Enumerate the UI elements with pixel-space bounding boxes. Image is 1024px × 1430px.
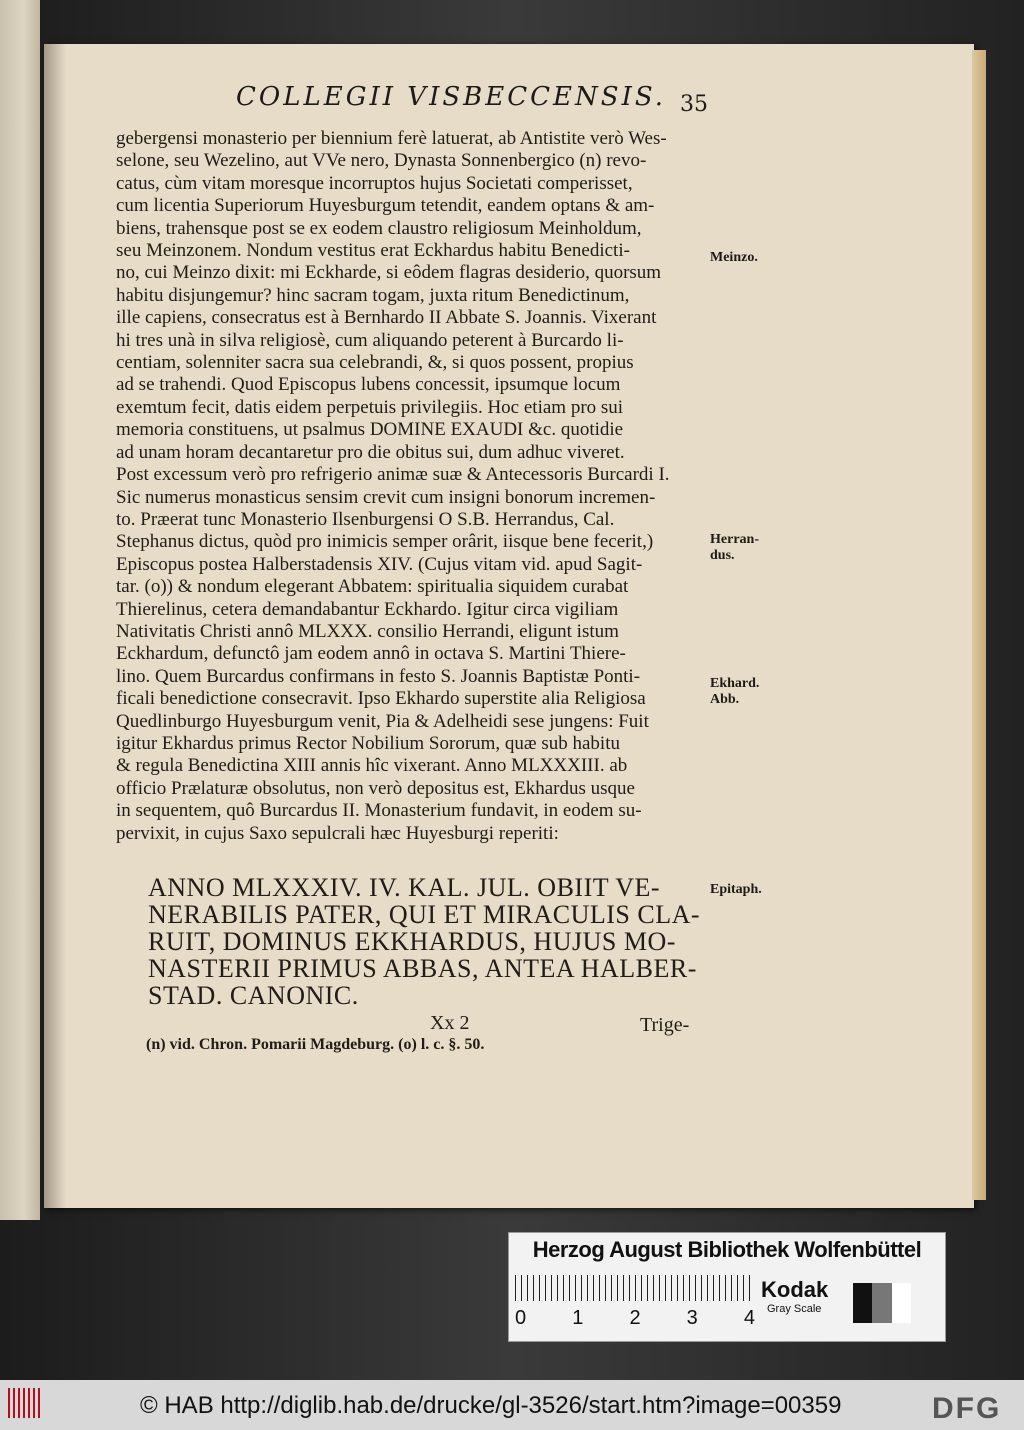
text-line: gebergensi monasterio per biennium ferè latuerat, ab Antistite verò Wes- [116,128,667,149]
gray-swatch [853,1283,872,1323]
text-line: officio Prælaturæ obsolutus, non verò depositus est, Ekhardus usque [116,777,635,799]
text-line: pervixit, in cujus Saxo sepulcrali hæc Huyesburgi reperiti: [116,822,559,844]
text-line: habitu disjungemur? hinc sacram togam, juxta ritum Benedictinum, [116,284,630,306]
text-line: lino. Quem Burcardus confirmans in festo S. Joannis Baptistæ Ponti- [116,665,641,687]
text-line: ficali benedictione consecravit. Ipso Ekhardo superstite alia Religiosa [116,688,646,710]
signature-mark: Xx 2 [430,1012,470,1034]
footnotes: (n) vid. Chron. Pomarii Magdeburg. (o) l. c. §. 50. [146,1036,485,1053]
ruler-number: 3 [686,1307,698,1329]
margin-note-herrandus: Herran-dus. [710,532,759,563]
epitaph-inscription [148,874,708,1009]
catchword: Trige- [640,1014,690,1036]
text-line: Eckhardum, defunctô jam eodem annô in octava S. Martini Thiere- [116,643,626,665]
facing-page-edge [0,0,40,1220]
margin-note-epitaph: Epitaph. [710,882,762,897]
scale-ruler [515,1275,755,1301]
epitaph-line: NERABILIS PATER, QUI ET MIRACULIS CLA- [148,900,701,929]
epitaph-line: ANNO MLXXXIV. IV. KAL. JUL. OBIIT VE- [148,873,661,902]
text-line: tar. (o)) & nondum elegerant Abbatem: spiritualia siquidem curabat [116,576,629,598]
page-fore-edge [972,50,986,1200]
epitaph-line: NASTERII PRIMUS ABBAS, ANTEA HALBER- [148,954,697,983]
margin-note-ekhard-abbas: Ekhard. Abb. [710,676,760,707]
dfg-logo: DFG [932,1392,1002,1425]
text-line: Nativitatis Christi annô MLXXX. consilio Herrandi, eligunt istum [116,620,619,642]
hab-logo-icon [8,1388,40,1418]
ruler-number: 0 [515,1307,527,1329]
body-text [116,128,708,845]
text-line: Sic numerus monasticus sensim crevit cum insigni bonorum incremen- [116,486,656,508]
text-line: & regula Benedictina XIII annis hîc vixerant. Anno MLXXXIII. ab [116,755,628,777]
text-line: ad unam horam decantaretur pro die obitus sui, dum adhuc viveret. [116,441,625,463]
text-line: seu Meinzonem. Nondum vestitus erat Eckhardus habitu Benedicti- [116,240,630,262]
ruler-number: 4 [743,1307,755,1329]
margin-note-meinzo: Meinzo. [710,250,758,265]
epitaph-line: STAD. CANONIC. [148,981,359,1010]
page-number: 35 [680,92,708,117]
text-line: Post excessum verò pro refrigerio animæ suæ & Antecessoris Burcardi I. [116,464,670,486]
text-line: biens, trahensque post se ex eodem claustro religiosum Meinholdum, [116,217,642,239]
text-line: to. Præerat tunc Monasterio Ilsenburgensi O S.B. Herrandus, Cal. [116,508,615,530]
text-line: Episcopus postea Halberstadensis XIV. (Cujus vitam vid. apud Sagit- [116,553,643,575]
text-line: in sequentem, quô Burcardus II. Monasterium fundavit, in eodem su- [116,800,642,822]
text-line: Stephanus dictus, quòd pro inimicis semper orârit, iisque bene fecerit,) [116,531,654,553]
ruler-number: 1 [572,1307,584,1329]
gray-scale-swatches [853,1283,911,1323]
text-line: ad se trahendi. Quod Episcopus lubens concessit, ipsumque locum [116,374,621,396]
library-color-card [508,1232,946,1342]
text-line: ille capiens, consecratus est à Bernhardo II Abbate S. Joannis. Vixerant [116,307,657,329]
text-line: cum licentia Superiorum Huyesburgum tetendit, eandem optans & am- [116,195,655,217]
text-line: no, cui Meinzo dixit: mi Eckharde, si eôdem flagras desiderio, quorsum [116,262,662,284]
ruler-numbers [515,1307,755,1330]
text-line: catus, cùm vitam moresque incorruptos hujus Societati comperisset, [116,172,633,194]
text-line: hi tres unà in silva religiosè, cum aliquando peterent à Burcardo li- [116,329,624,351]
text-line: Thierelinus, cetera demandabantur Eckhardo. Igitur circa vigiliam [116,598,619,620]
gray-swatch [892,1283,911,1323]
library-name: Herzog August Bibliothek Wolfenbüttel [532,1237,922,1262]
epitaph-line: RUIT, DOMINUS EKKHARDUS, HUJUS MO- [148,927,676,956]
gray-swatch [872,1283,891,1323]
text-line: centiam, solenniter sacra sua celebrandi, &, si quos possent, propius [116,352,634,374]
text-line: selone, seu Wezelino, aut VVe nero, Dynasta Sonnenbergico (n) revo- [116,150,647,172]
text-line: igitur Ekhardus primus Rector Nobilium Sororum, quæ sub habitu [116,732,620,754]
page-gutter-shadow [44,44,66,1208]
text-line: Quedlinburgo Huyesburgum venit, Pia & Adelheidi sese jungens: Fuit [116,710,649,732]
text-line: memoria constituens, ut psalmus DOMINE EXAUDI &c. quotidie [116,419,624,441]
text-line: exemtum fecit, datis eidem perpetuis privilegiis. Hoc etiam pro sui [116,396,624,418]
ruler-number: 2 [629,1307,641,1329]
gray-scale-label: Gray Scale [767,1303,822,1315]
kodak-brand: Kodak [761,1277,829,1302]
running-title: COLLEGII VISBECCENSIS. [236,82,666,112]
copyright-url[interactable]: © HAB http://diglib.hab.de/drucke/gl-3526/start.htm?image=00359 [140,1392,842,1419]
